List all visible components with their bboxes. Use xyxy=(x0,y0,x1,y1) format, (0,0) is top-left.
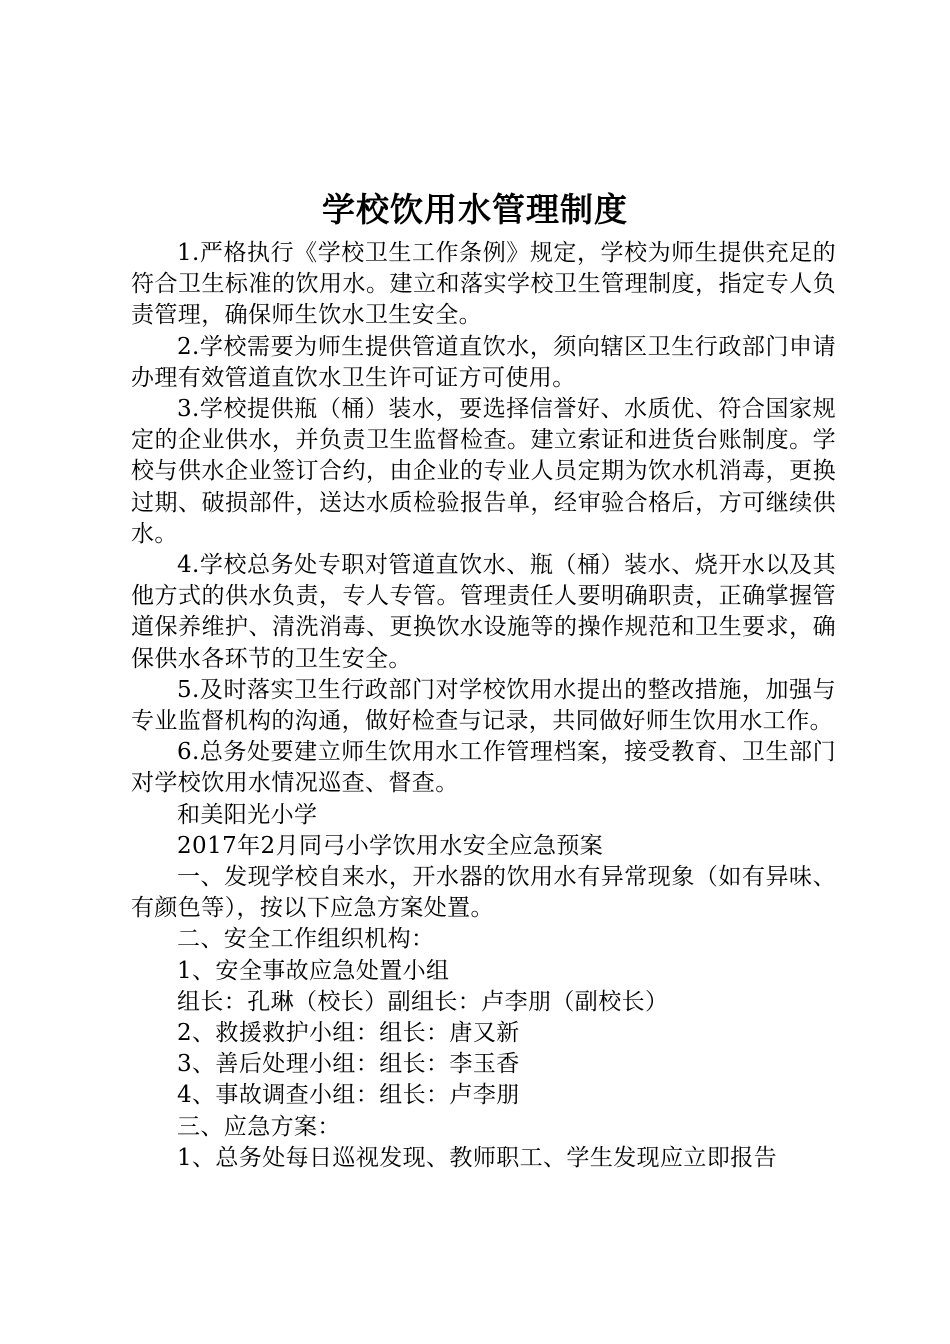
paragraph-6: 6.总务处要建立师生饮用水工作管理档案，接受教育、卫生部门对学校饮用水情况巡查、督查。 xyxy=(131,739,836,797)
paragraph-4: 4.学校总务处专职对管道直饮水、瓶（桶）装水、烧开水以及其他方式的供水负责，专人专管。管理责任人要明确职责，正确掌握管道保养维护、清洗消毒、更换饮水设施等的操作规范和卫生要求，确保供水各环节的卫生安全。 xyxy=(131,552,836,672)
plan-group-4: 4、事故调查小组：组长：卢李朋 xyxy=(177,1082,520,1109)
plan-group-1: 1、安全事故应急处置小组 xyxy=(177,957,450,984)
plan-group-leaders: 组长：孔琳（校长）副组长：卢李朋（副校长） xyxy=(177,988,669,1015)
plan-heading: 2017年2月同弓小学饮用水安全应急预案 xyxy=(177,832,604,859)
plan-section-1: 一、发现学校自来水，开水器的饮用水有异常现象（如有异味、有颜色等），按以下应急方案处置。 xyxy=(131,864,836,922)
document-body xyxy=(131,238,836,1174)
plan-group-3: 3、善后处理小组：组长：李玉香 xyxy=(177,1051,520,1078)
paragraph-1: 1.严格执行《学校卫生工作条例》规定，学校为师生提供充足的符合卫生标准的饮用水。建立和落实学校卫生管理制度，指定专人负责管理，确保师生饮水卫生安全。 xyxy=(131,240,836,329)
document-title: 学校饮用水管理制度 xyxy=(322,190,628,229)
school-name: 和美阳光小学 xyxy=(177,801,318,828)
plan-group-2: 2、救援救护小组：组长：唐又新 xyxy=(177,1020,520,1047)
plan-step-1: 1、总务处每日巡视发现、教师职工、学生发现应立即报告 xyxy=(177,1144,778,1171)
paragraph-5: 5.及时落实卫生行政部门对学校饮用水提出的整改措施，加强与专业监督机构的沟通，做好检查与记录，共同做好师生饮用水工作。 xyxy=(131,676,836,735)
plan-section-2: 二、安全工作组织机构： xyxy=(177,926,435,953)
plan-section-3: 三、应急方案： xyxy=(177,1113,341,1140)
paragraph-3: 3.学校提供瓶（桶）装水，要选择信誉好、水质优、符合国家规定的企业供水，并负责卫生监督检查。建立索证和进货台账制度。学校与供水企业签订合约，由企业的专业人员定期为饮水机消毒，更换过期、破损部件，送达水质检验报告单，经审验合格后，方可继续供水。 xyxy=(131,396,836,547)
paragraph-2: 2.学校需要为师生提供管道直饮水，须向辖区卫生行政部门申请办理有效管道直饮水卫生许可证方可使用。 xyxy=(131,333,836,391)
